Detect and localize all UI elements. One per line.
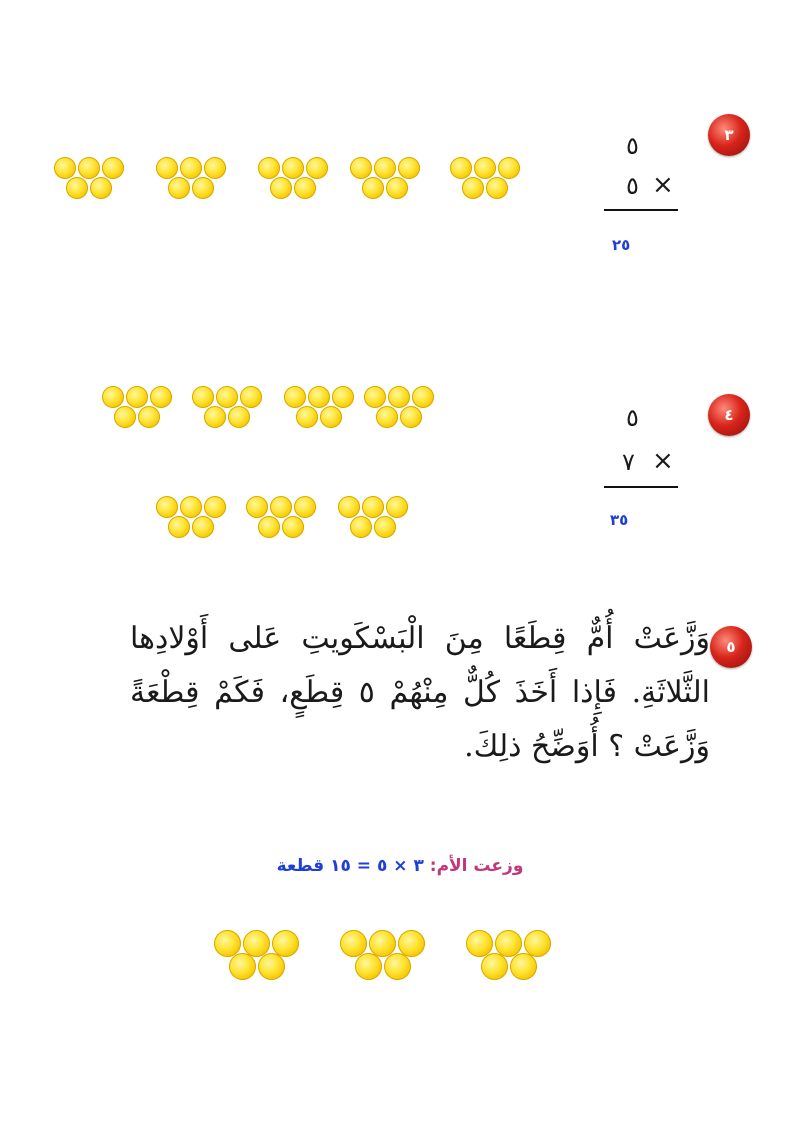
cookie-group — [340, 930, 428, 986]
cookie-group — [350, 157, 422, 211]
cookie — [386, 177, 408, 199]
question-number-badge-5: ٥ — [710, 626, 752, 668]
multiplicand-3: ٥ — [626, 132, 639, 160]
cookie-group — [214, 930, 302, 986]
sum-line-3 — [604, 209, 678, 211]
cookie — [192, 177, 214, 199]
product-answer-3: ٢٥ — [612, 236, 631, 254]
multiplicand-4: ٥ — [626, 404, 639, 432]
cookie — [474, 157, 496, 179]
cookie — [138, 406, 160, 428]
cookie — [350, 516, 372, 538]
cookie-group — [54, 157, 126, 211]
cookie-group — [102, 386, 174, 440]
cookie — [355, 953, 382, 980]
cookie — [376, 406, 398, 428]
cookie — [362, 496, 384, 518]
cookie — [90, 177, 112, 199]
cookie — [338, 496, 360, 518]
cookie — [450, 157, 472, 179]
cookie — [481, 953, 508, 980]
cookie — [294, 177, 316, 199]
cookie — [296, 406, 318, 428]
cookie — [78, 157, 100, 179]
question-number-badge-3: ٣ — [708, 114, 750, 156]
cookie — [308, 386, 330, 408]
cookie — [388, 386, 410, 408]
cookie-group — [156, 157, 228, 211]
cookie — [258, 157, 280, 179]
cookie — [398, 157, 420, 179]
cookie — [332, 386, 354, 408]
cookie — [54, 157, 76, 179]
cookie-group — [156, 496, 228, 550]
cookie — [114, 406, 136, 428]
cookie — [412, 386, 434, 408]
sum-line-4 — [604, 486, 678, 488]
cookie — [204, 157, 226, 179]
multiplier-3: ٥ — [626, 172, 639, 200]
answer-line — [0, 856, 800, 876]
cookie — [216, 386, 238, 408]
cookie-group — [364, 386, 436, 440]
times-sign-3: × — [652, 170, 674, 200]
cookie — [126, 386, 148, 408]
cookie — [364, 386, 386, 408]
cookie — [498, 157, 520, 179]
cookie — [462, 177, 484, 199]
cookie — [258, 516, 280, 538]
cookie — [384, 953, 411, 980]
cookie — [180, 157, 202, 179]
cookie-group — [338, 496, 410, 550]
cookie — [270, 496, 292, 518]
cookie — [66, 177, 88, 199]
answer-expression: ٣ × ٥ = ١٥ قطعة — [276, 856, 424, 876]
cookie — [386, 496, 408, 518]
cookie — [350, 157, 372, 179]
cookie — [168, 177, 190, 199]
multiplier-4: ٧ — [622, 448, 635, 476]
cookie — [228, 406, 250, 428]
cookie — [192, 516, 214, 538]
cookie — [180, 496, 202, 518]
cookie — [374, 516, 396, 538]
cookie — [156, 496, 178, 518]
cookie-group — [284, 386, 356, 440]
cookie — [246, 496, 268, 518]
cookie — [362, 177, 384, 199]
cookie — [294, 496, 316, 518]
word-problem-text: وَزَّعَتْ أُمٌّ قِطَعًا مِنَ الْبَسْكَويتِ عَلى أَوْلادِها الثَّلاثَةِ. فَإِذا أَخَذَ كُلٌّ مِنْهُمْ ٥ قِطَعٍ، فَكَمْ قِطْعَةً وَزَّعَتْ ؟ أُوَضِّحُ ذلِكَ. — [130, 621, 710, 764]
cookie-group — [246, 496, 318, 550]
cookie — [400, 406, 422, 428]
question-number-badge-4: ٤ — [708, 394, 750, 436]
cookie — [102, 386, 124, 408]
cookie — [229, 953, 256, 980]
cookie — [102, 157, 124, 179]
times-sign-4: × — [652, 446, 674, 476]
cookie — [240, 386, 262, 408]
cookie — [284, 386, 306, 408]
cookie — [306, 157, 328, 179]
cookie — [270, 177, 292, 199]
product-answer-4: ٣٥ — [610, 511, 629, 529]
cookie — [282, 157, 304, 179]
cookie — [320, 406, 342, 428]
cookie — [510, 953, 537, 980]
cookie — [156, 157, 178, 179]
cookie-group — [466, 930, 554, 986]
cookie — [374, 157, 396, 179]
cookie — [150, 386, 172, 408]
cookie-group — [450, 157, 522, 211]
cookie — [204, 496, 226, 518]
answer-label: وزعت الأم: — [429, 856, 524, 876]
cookie-group — [258, 157, 330, 211]
cookie — [192, 386, 214, 408]
cookie-group — [192, 386, 264, 440]
cookie — [168, 516, 190, 538]
cookie — [282, 516, 304, 538]
cookie — [258, 953, 285, 980]
cookie — [204, 406, 226, 428]
cookie — [486, 177, 508, 199]
